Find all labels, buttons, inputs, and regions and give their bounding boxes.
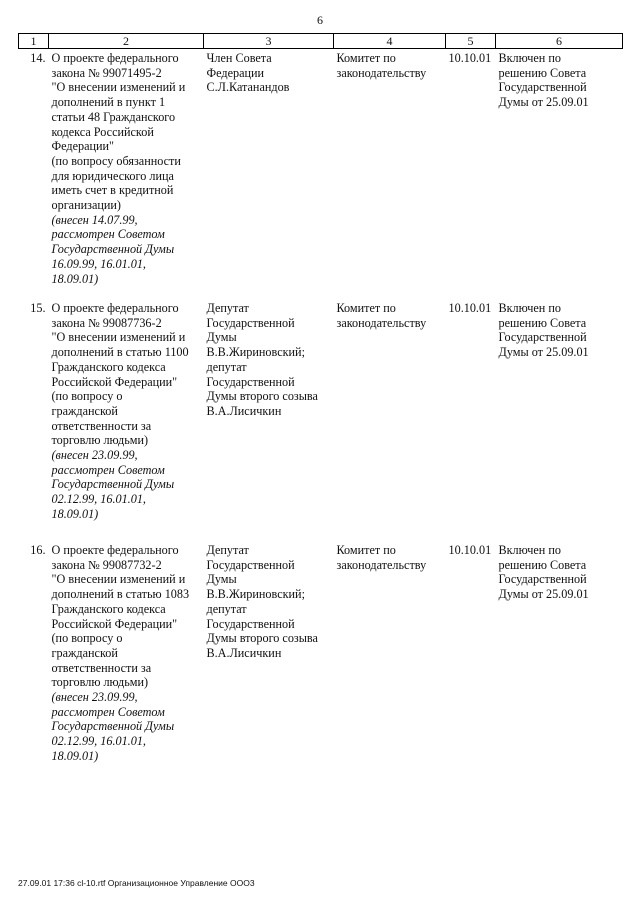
- text-line: закона № 99071495-2: [51, 65, 162, 80]
- text-line: Государственной: [498, 572, 587, 587]
- text-line: решению Совета: [498, 557, 587, 572]
- text-line: Государственной: [498, 330, 587, 345]
- text-line: Думы второго созыва: [206, 631, 318, 646]
- text-line: решению Совета: [498, 315, 587, 330]
- column-number-6: 6: [496, 34, 623, 49]
- text-line: торговлю людьми): [51, 675, 149, 690]
- text-line: Государственной Думы: [51, 719, 175, 734]
- text-line: Член Совета: [206, 51, 272, 65]
- bills-table: [18, 33, 623, 773]
- committee-text: [337, 543, 443, 572]
- text-line: "О внесении изменений и: [51, 330, 186, 345]
- text-line: статьи 48 Гражданского: [51, 109, 176, 124]
- text-line: "О внесении изменений и: [51, 80, 186, 95]
- author-cell: [204, 299, 334, 541]
- text-line: 16.09.99, 16.01.01,: [51, 256, 146, 271]
- text-line: решению Совета: [498, 65, 587, 80]
- text-line: (внесен 23.09.99,: [51, 448, 138, 463]
- committee-cell: [334, 299, 446, 541]
- text-line: Федерации: [206, 65, 265, 80]
- text-line: 18.09.01): [51, 748, 99, 763]
- text-line: Государственной: [498, 80, 587, 95]
- table-row: [19, 49, 623, 300]
- text-line: Государственной: [206, 374, 295, 389]
- text-line: Комитет по: [336, 543, 396, 557]
- bill-title: [52, 51, 201, 213]
- text-line: О проекте федерального: [51, 51, 179, 65]
- text-line: иметь счет в кредитной: [51, 183, 174, 198]
- bill-title: [52, 543, 201, 690]
- bill-cell: [49, 541, 204, 773]
- bill-status: [52, 690, 201, 764]
- text-line: 02.12.99, 16.01.01,: [51, 734, 146, 749]
- text-line: ответственности за: [51, 660, 152, 675]
- committee-cell: [334, 49, 446, 300]
- date-text: 10.10.01: [448, 51, 492, 65]
- text-line: Думы второго созыва: [206, 389, 318, 404]
- text-line: для юридического лица: [51, 168, 174, 183]
- text-line: дополнений в статью 1100: [51, 345, 189, 360]
- decision-text: [499, 301, 620, 360]
- column-number-row: [19, 34, 623, 49]
- row-number: [19, 541, 49, 773]
- date-cell: [446, 299, 496, 541]
- row-number-text: 16.: [30, 543, 46, 557]
- text-line: законодательству: [336, 557, 427, 572]
- text-line: Депутат: [206, 543, 249, 557]
- text-line: организации): [51, 198, 121, 213]
- date-text: 10.10.01: [448, 543, 492, 557]
- text-line: Думы от 25.09.01: [498, 345, 589, 360]
- bill-cell: [49, 299, 204, 541]
- author-cell: [204, 49, 334, 300]
- column-number-3: 3: [204, 34, 334, 49]
- text-line: О проекте федерального: [51, 301, 179, 315]
- text-line: законодательству: [336, 315, 427, 330]
- text-line: закона № 99087736-2: [51, 315, 162, 330]
- text-line: Комитет по: [336, 301, 396, 315]
- author-text: [207, 51, 331, 95]
- column-number-1: 1: [19, 34, 49, 49]
- text-line: рассмотрен Советом: [51, 704, 165, 719]
- author-text: [207, 301, 331, 419]
- column-number-4: 4: [334, 34, 446, 49]
- text-line: "О внесении изменений и: [51, 572, 186, 587]
- text-line: кодекса Российской: [51, 124, 154, 139]
- text-line: ответственности за: [51, 418, 152, 433]
- text-line: закона № 99087732-2: [51, 557, 162, 572]
- text-line: Государственной Думы: [51, 242, 175, 257]
- text-line: В.А.Лисичкин: [206, 645, 282, 660]
- footer-stamp: 27.09.01 17:36 cl-10.rtf Организационное Управление ООО3: [18, 878, 255, 888]
- text-line: законодательству: [336, 65, 427, 80]
- text-line: (по вопросу о: [51, 631, 123, 646]
- author-cell: [204, 541, 334, 773]
- author-text: [207, 543, 331, 661]
- text-line: Государственной Думы: [51, 477, 175, 492]
- text-line: 18.09.01): [51, 506, 99, 521]
- column-number-5: 5: [446, 34, 496, 49]
- text-line: рассмотрен Советом: [51, 462, 165, 477]
- text-line: С.Л.Катанандов: [206, 80, 290, 95]
- text-line: Комитет по: [336, 51, 396, 65]
- text-line: О проекте федерального: [51, 543, 179, 557]
- text-line: гражданской: [51, 645, 118, 660]
- bill-status: [52, 213, 201, 287]
- text-line: депутат: [206, 359, 247, 374]
- decision-cell: [496, 299, 623, 541]
- text-line: Государственной: [206, 557, 295, 572]
- text-line: В.В.Жириновский;: [206, 587, 305, 602]
- text-line: Гражданского кодекса: [51, 359, 166, 374]
- text-line: Думы: [206, 330, 237, 345]
- text-line: Гражданского кодекса: [51, 601, 166, 616]
- date-cell: [446, 541, 496, 773]
- text-line: Российской Федерации": [51, 374, 178, 389]
- text-line: Государственной: [206, 616, 295, 631]
- text-line: депутат: [206, 601, 247, 616]
- text-line: В.А.Лисичкин: [206, 403, 282, 418]
- row-number: [19, 49, 49, 300]
- text-line: (по вопросу о: [51, 389, 123, 404]
- text-line: Думы от 25.09.01: [498, 587, 589, 602]
- column-number-2: 2: [49, 34, 204, 49]
- date-cell: [446, 49, 496, 300]
- text-line: Думы: [206, 572, 237, 587]
- bill-cell: [49, 49, 204, 300]
- row-number-text: 15.: [30, 301, 46, 315]
- text-line: Федерации": [51, 139, 115, 154]
- text-line: (по вопросу обязанности: [51, 153, 181, 168]
- text-line: Включен по: [498, 301, 561, 315]
- text-line: гражданской: [51, 403, 118, 418]
- text-line: В.В.Жириновский;: [206, 345, 305, 360]
- committee-text: [337, 51, 443, 80]
- bill-title: [52, 301, 201, 448]
- text-line: дополнений в пункт 1: [51, 95, 166, 110]
- committee-cell: [334, 541, 446, 773]
- date-text: 10.10.01: [448, 301, 492, 315]
- text-line: Государственной: [206, 315, 295, 330]
- text-line: Думы от 25.09.01: [498, 95, 589, 110]
- text-line: Включен по: [498, 51, 561, 65]
- text-line: (внесен 14.07.99,: [51, 212, 138, 227]
- committee-text: [337, 301, 443, 330]
- decision-cell: [496, 49, 623, 300]
- decision-cell: [496, 541, 623, 773]
- page-number: 6: [317, 13, 323, 27]
- decision-text: [499, 543, 620, 602]
- bill-status: [52, 448, 201, 522]
- text-line: (внесен 23.09.99,: [51, 690, 138, 705]
- text-line: 02.12.99, 16.01.01,: [51, 492, 146, 507]
- text-line: рассмотрен Советом: [51, 227, 165, 242]
- decision-text: [499, 51, 620, 110]
- text-line: 18.09.01): [51, 271, 99, 286]
- text-line: Включен по: [498, 543, 561, 557]
- text-line: Депутат: [206, 301, 249, 315]
- table-row: [19, 299, 623, 541]
- table-row: [19, 541, 623, 773]
- row-number: [19, 299, 49, 541]
- text-line: дополнений в статью 1083: [51, 587, 190, 602]
- text-line: Российской Федерации": [51, 616, 178, 631]
- row-number-text: 14.: [30, 51, 46, 65]
- text-line: торговлю людьми): [51, 433, 149, 448]
